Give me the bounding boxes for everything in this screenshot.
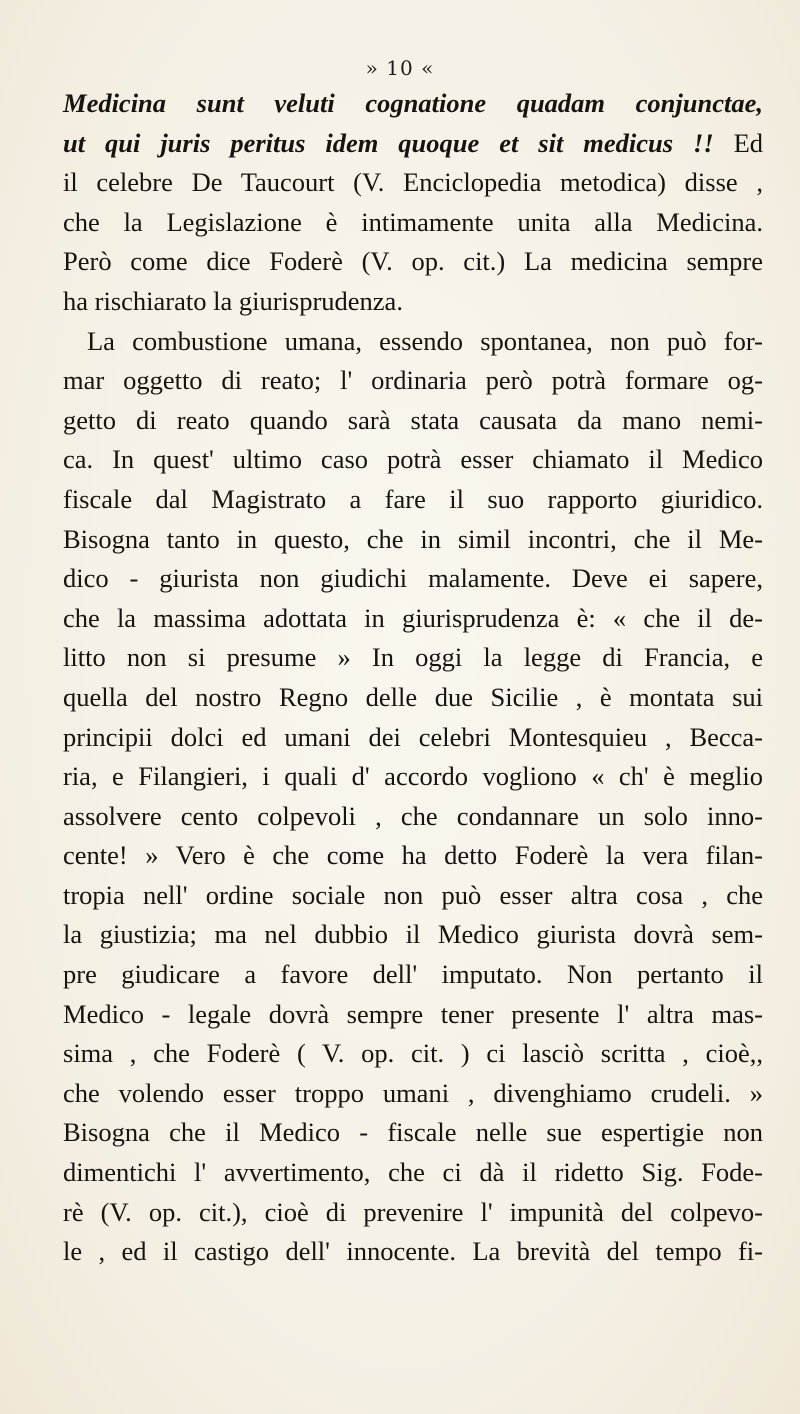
text-line-latin-2 [63, 124, 763, 164]
text-line: Però come dice Foderè (V. op. cit.) La medicina sempre [63, 246, 763, 277]
text-line: fiscale dal Magistrato a fare il suo rapporto giuridico. [63, 483, 763, 514]
text-line: ha rischiarato la giurisprudenza. [63, 285, 403, 316]
text-line: quella del nostro Regno delle due Sicilie , è montata sui [63, 681, 763, 712]
text-line: la giustizia; ma nel dubbio il Medico giurista dovrà sem- [63, 919, 763, 950]
text-line: rè (V. op. cit.), cioè di prevenire l' impunità del colpevo- [63, 1196, 763, 1227]
text-line: che la Legislazione è intimamente unita alla Medicina. [63, 206, 763, 237]
page-number: » 10 « [365, 56, 435, 80]
text-line-latin-1: Medicina sunt veluti cognatione quadam conjunctae, [63, 88, 763, 118]
text-line: Medico - legale dovrà sempre tener presente l' altra mas- [63, 998, 763, 1029]
text-line: dico - giurista non giudichi malamente. Deve ei sapere, [63, 563, 763, 594]
text-line: Bisogna che il Medico - fiscale nelle sue espertigie non [63, 1117, 763, 1148]
text-line: cente! » Vero è che come ha detto Foderè la vera filan- [63, 840, 763, 871]
text-line: sima , che Foderè ( V. op. cit. ) ci lasciò scritta , cioè,, [63, 1038, 763, 1069]
body-text [63, 84, 763, 1272]
text-line: il celebre De Taucourt (V. Enciclopedia metodica) disse , [63, 167, 763, 198]
text-line: ria, e Filangieri, i quali d' accordo vogliono « ch' è meglio [63, 761, 763, 792]
text-line: che la massima adottata in giurisprudenza è: « che il de- [63, 602, 763, 633]
text-line: getto di reato quando sarà stata causata da mano nemi- [63, 404, 763, 435]
text-line: assolvere cento colpevoli , che condannare un solo inno- [63, 800, 763, 831]
text-line: tropia nell' ordine sociale non può esser altra cosa , che [63, 879, 763, 910]
text-line: La combustione umana, essendo spontanea, non può for- [87, 325, 763, 356]
text-line: litto non si presume » In oggi la legge di Francia, e [63, 642, 763, 673]
text-line: pre giudicare a favore dell' imputato. Non pertanto il [63, 959, 763, 990]
text-line: le , ed il castigo dell' innocente. La brevità del tempo fi- [63, 1236, 763, 1267]
text-line: mar oggetto di reato; l' ordinaria però potrà formare og- [63, 365, 763, 396]
text-line: Bisogna tanto in questo, che in simil incontri, che il Me- [63, 523, 763, 554]
text-line: dimentichi l' avvertimento, che ci dà il ridetto Sig. Fode- [63, 1157, 763, 1188]
text-line: ca. In quest' ultimo caso potrà esser chiamato il Medico [63, 444, 763, 475]
latin-phrase: ut qui juris peritus idem quoque et sit medicus !! [63, 127, 714, 158]
text-line-2-tail: Ed [733, 127, 764, 158]
text-line: principii dolci ed umani dei celebri Montesquieu , Becca- [63, 721, 763, 752]
text-line: che volendo esser troppo umani , divenghiamo crudeli. » [63, 1077, 763, 1108]
